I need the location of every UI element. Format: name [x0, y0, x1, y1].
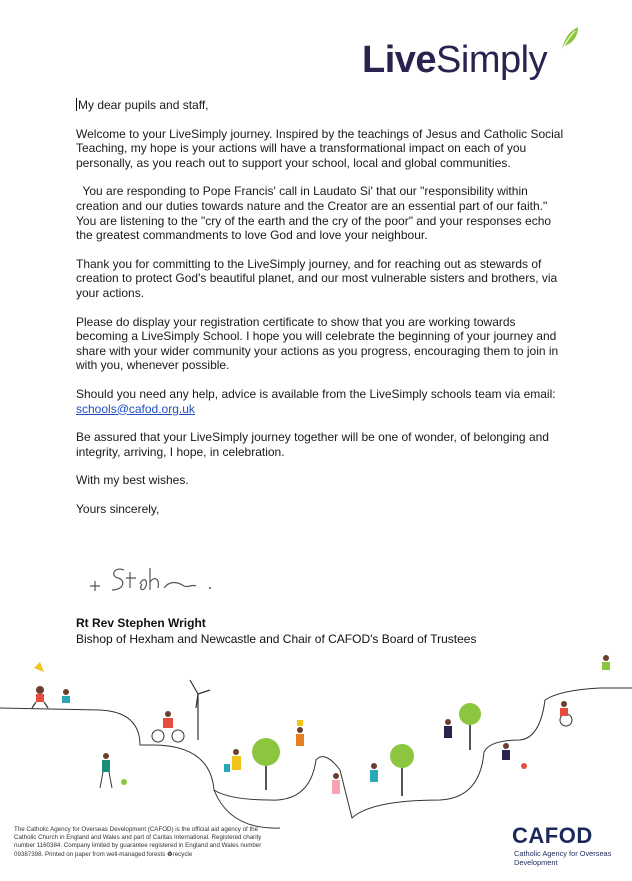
charity-footer-note — [14, 826, 272, 859]
paragraph-welcome: Welcome to your LiveSimply journey. Inspired by the teachings of Jesus and Catholic Social Teaching, my hope is your actions will have a transformational impact on each of you personally, as you reach out to support your school, local and global communities. — [76, 126, 564, 170]
paragraph-wishes: With my best wishes. — [76, 473, 189, 488]
paragraph-closing: Yours sincerely, — [76, 501, 160, 516]
paragraph-help — [76, 387, 564, 416]
paragraph-thanks: Thank you for committing to the LiveSimply journey, and for reaching out as stewards of creation to protect God's beautiful planet, and our most vulnerable sisters and brothers, via your actions. — [76, 256, 558, 300]
child-figure — [62, 689, 70, 703]
paragraph-laudato-si — [76, 184, 564, 242]
tree-icon — [459, 703, 481, 750]
footer-note-text: The Catholic Agency for Overseas Development (CAFOD) is the official aid agency of the Catholic Church in England and Wales and part of Caritas International. Registered charity number 1160384. Company limited by guarantee registered in England and Wales number 09387398. Printed on paper from well-managed forests — [14, 826, 262, 858]
salutation — [76, 98, 564, 113]
child-figure — [602, 655, 610, 670]
worker-figure — [444, 719, 452, 738]
logo-simply: Simply — [436, 39, 548, 81]
cafod-wordmark: CAFOD — [512, 823, 593, 848]
logo-wordmark — [362, 38, 547, 82]
paragraph-laudato-si-text: You are responding to Pope Francis' call in Laudato Si' that our "responsibility within creation and our duties towards nature and the Creator are an essential part of our faith." You are listening to the "cry of the earth and the cry of the poor" and your responses echo the greatest commandments to love God and love your neighbour. — [76, 184, 552, 243]
help-text: Should you need any help, advice is available from the LiveSimply schools team via email: — [76, 386, 556, 401]
hill-line — [0, 688, 632, 818]
recycle-icon: ♻ — [167, 850, 173, 858]
cafod-logo — [512, 824, 616, 872]
tree-icon — [252, 738, 280, 790]
kite-flyer-figure — [32, 662, 48, 708]
recycle-label: recycle — [172, 850, 193, 858]
community-illustration — [0, 650, 632, 830]
cyclist-figure — [152, 711, 184, 742]
handwritten-signature — [84, 560, 224, 596]
logo-live: Live — [362, 39, 437, 81]
signer-title: Bishop of Hexham and Newcastle and Chair of CAFOD's Board of Trustees — [76, 632, 477, 646]
paragraph-certificate: Please do display your registration certificate to show that you are working towards becoming a LiveSimply School. I hope you will celebrate the beginning of your journey and share with your wider community your actions as you progress, encouraging them to join in with you, whenever possible. — [76, 314, 559, 373]
dancer-figure — [502, 743, 527, 769]
leaf-icon — [558, 26, 580, 52]
wind-turbine-icon — [190, 680, 210, 740]
text-cursor — [76, 98, 77, 111]
shopper-figure — [224, 749, 241, 772]
email-link[interactable]: schools@cafod.org.uk — [76, 401, 195, 416]
child-figure — [332, 773, 340, 794]
walker-figure — [370, 763, 378, 782]
letter-body — [76, 98, 564, 530]
wheelchair-user-figure — [560, 701, 572, 726]
paragraph-assurance: Be assured that your LiveSimply journey together will be one of wonder, of belonging and integrity, arriving, I hope, in celebration. — [76, 430, 549, 459]
gardener-figure — [100, 753, 127, 788]
salutation-text: My dear pupils and staff, — [78, 98, 209, 112]
tree-icon — [390, 744, 414, 796]
cafod-subtitle: Catholic Agency for Overseas Development — [514, 849, 612, 867]
water-carrier-figure — [296, 720, 304, 746]
signer-name: Rt Rev Stephen Wright — [76, 616, 206, 630]
livesimply-logo — [362, 26, 582, 86]
